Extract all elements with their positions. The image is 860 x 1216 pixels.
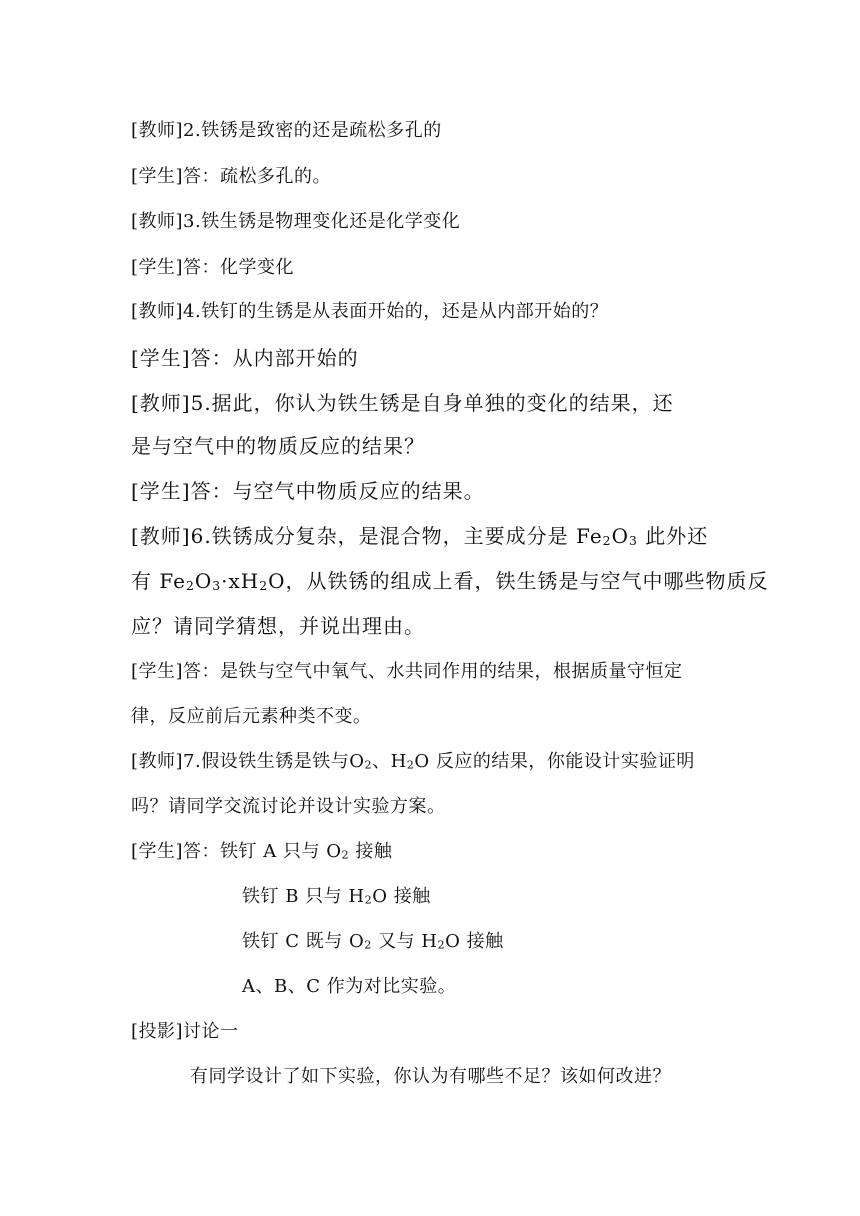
student-answer-2: [学生]答：疏松多孔的。 (131, 166, 332, 187)
formula-h2o: H2O (348, 886, 388, 907)
student-answer-7-line-1: [学生]答：铁钉 A 只与 O2 接触 (131, 841, 393, 862)
teacher-question-5-line-2: 是与空气中的物质反应的结果？ (131, 434, 425, 458)
teacher-question-7-line-1: [教师]7.假设铁生锈是铁与O2、H2O 反应的结果，你能设计实验证明 (131, 751, 695, 772)
formula-fe2o3: Fe2O3 (576, 524, 638, 548)
teacher-question-7-line-2: 吗？请同学交流讨论并设计实验方案。 (131, 796, 446, 817)
teacher-question-2: [教师]2.铁锈是致密的还是疏松多孔的 (131, 120, 442, 141)
formula-o2: O2 (349, 751, 373, 772)
projection-discussion-heading: [投影]讨论一 (131, 1021, 239, 1042)
formula-h2o: H2O (390, 751, 430, 772)
teacher-question-4: [教师]4.铁钉的生锈是从表面开始的，还是从内部开始的？ (131, 301, 609, 322)
formula-o2: O2 (348, 931, 372, 952)
formula-fe2o3-xh2o: Fe2O3·xH2O (159, 569, 286, 593)
student-answer-4: [学生]答：从内部开始的 (131, 346, 359, 370)
formula-h2o: H2O (421, 931, 461, 952)
student-answer-6-line-1: [学生]答：是铁与空气中氧气、水共同作用的结果，根据质量守恒定 (131, 661, 683, 682)
student-answer-7-line-2: 铁钉 B 只与 H2O 接触 (242, 886, 431, 907)
student-answer-5: [学生]答：与空气中物质反应的结果。 (131, 479, 485, 503)
teacher-question-3: [教师]3.铁生锈是物理变化还是化学变化 (131, 211, 461, 232)
student-answer-6-line-2: 律，反应前后元素种类不变。 (131, 706, 372, 727)
teacher-question-6-line-3: 应？请同学猜想，并说出理由。 (131, 614, 425, 638)
student-answer-7-line-3: 铁钉 C 既与 O2 又与 H2O 接触 (242, 931, 504, 952)
teacher-question-5-line-1: [教师]5.据此，你认为铁生锈是自身单独的变化的结果，还 (131, 391, 674, 415)
student-answer-7-line-4: A、B、C 作为对比实验。 (242, 976, 457, 997)
teacher-question-6-line-2: 有 Fe2O3·xH2O，从铁锈的组成上看，铁生锈是与空气中哪些物质反 (131, 569, 769, 593)
teacher-question-6-line-1: [教师]6.铁锈成分复杂，是混合物，主要成分是 Fe2O3 此外还 (131, 524, 709, 548)
student-answer-3: [学生]答：化学变化 (131, 257, 295, 278)
projection-discussion-prompt: 有同学设计了如下实验，你认为有哪些不足？该如何改进？ (190, 1066, 671, 1087)
formula-o2: O2 (326, 841, 350, 862)
